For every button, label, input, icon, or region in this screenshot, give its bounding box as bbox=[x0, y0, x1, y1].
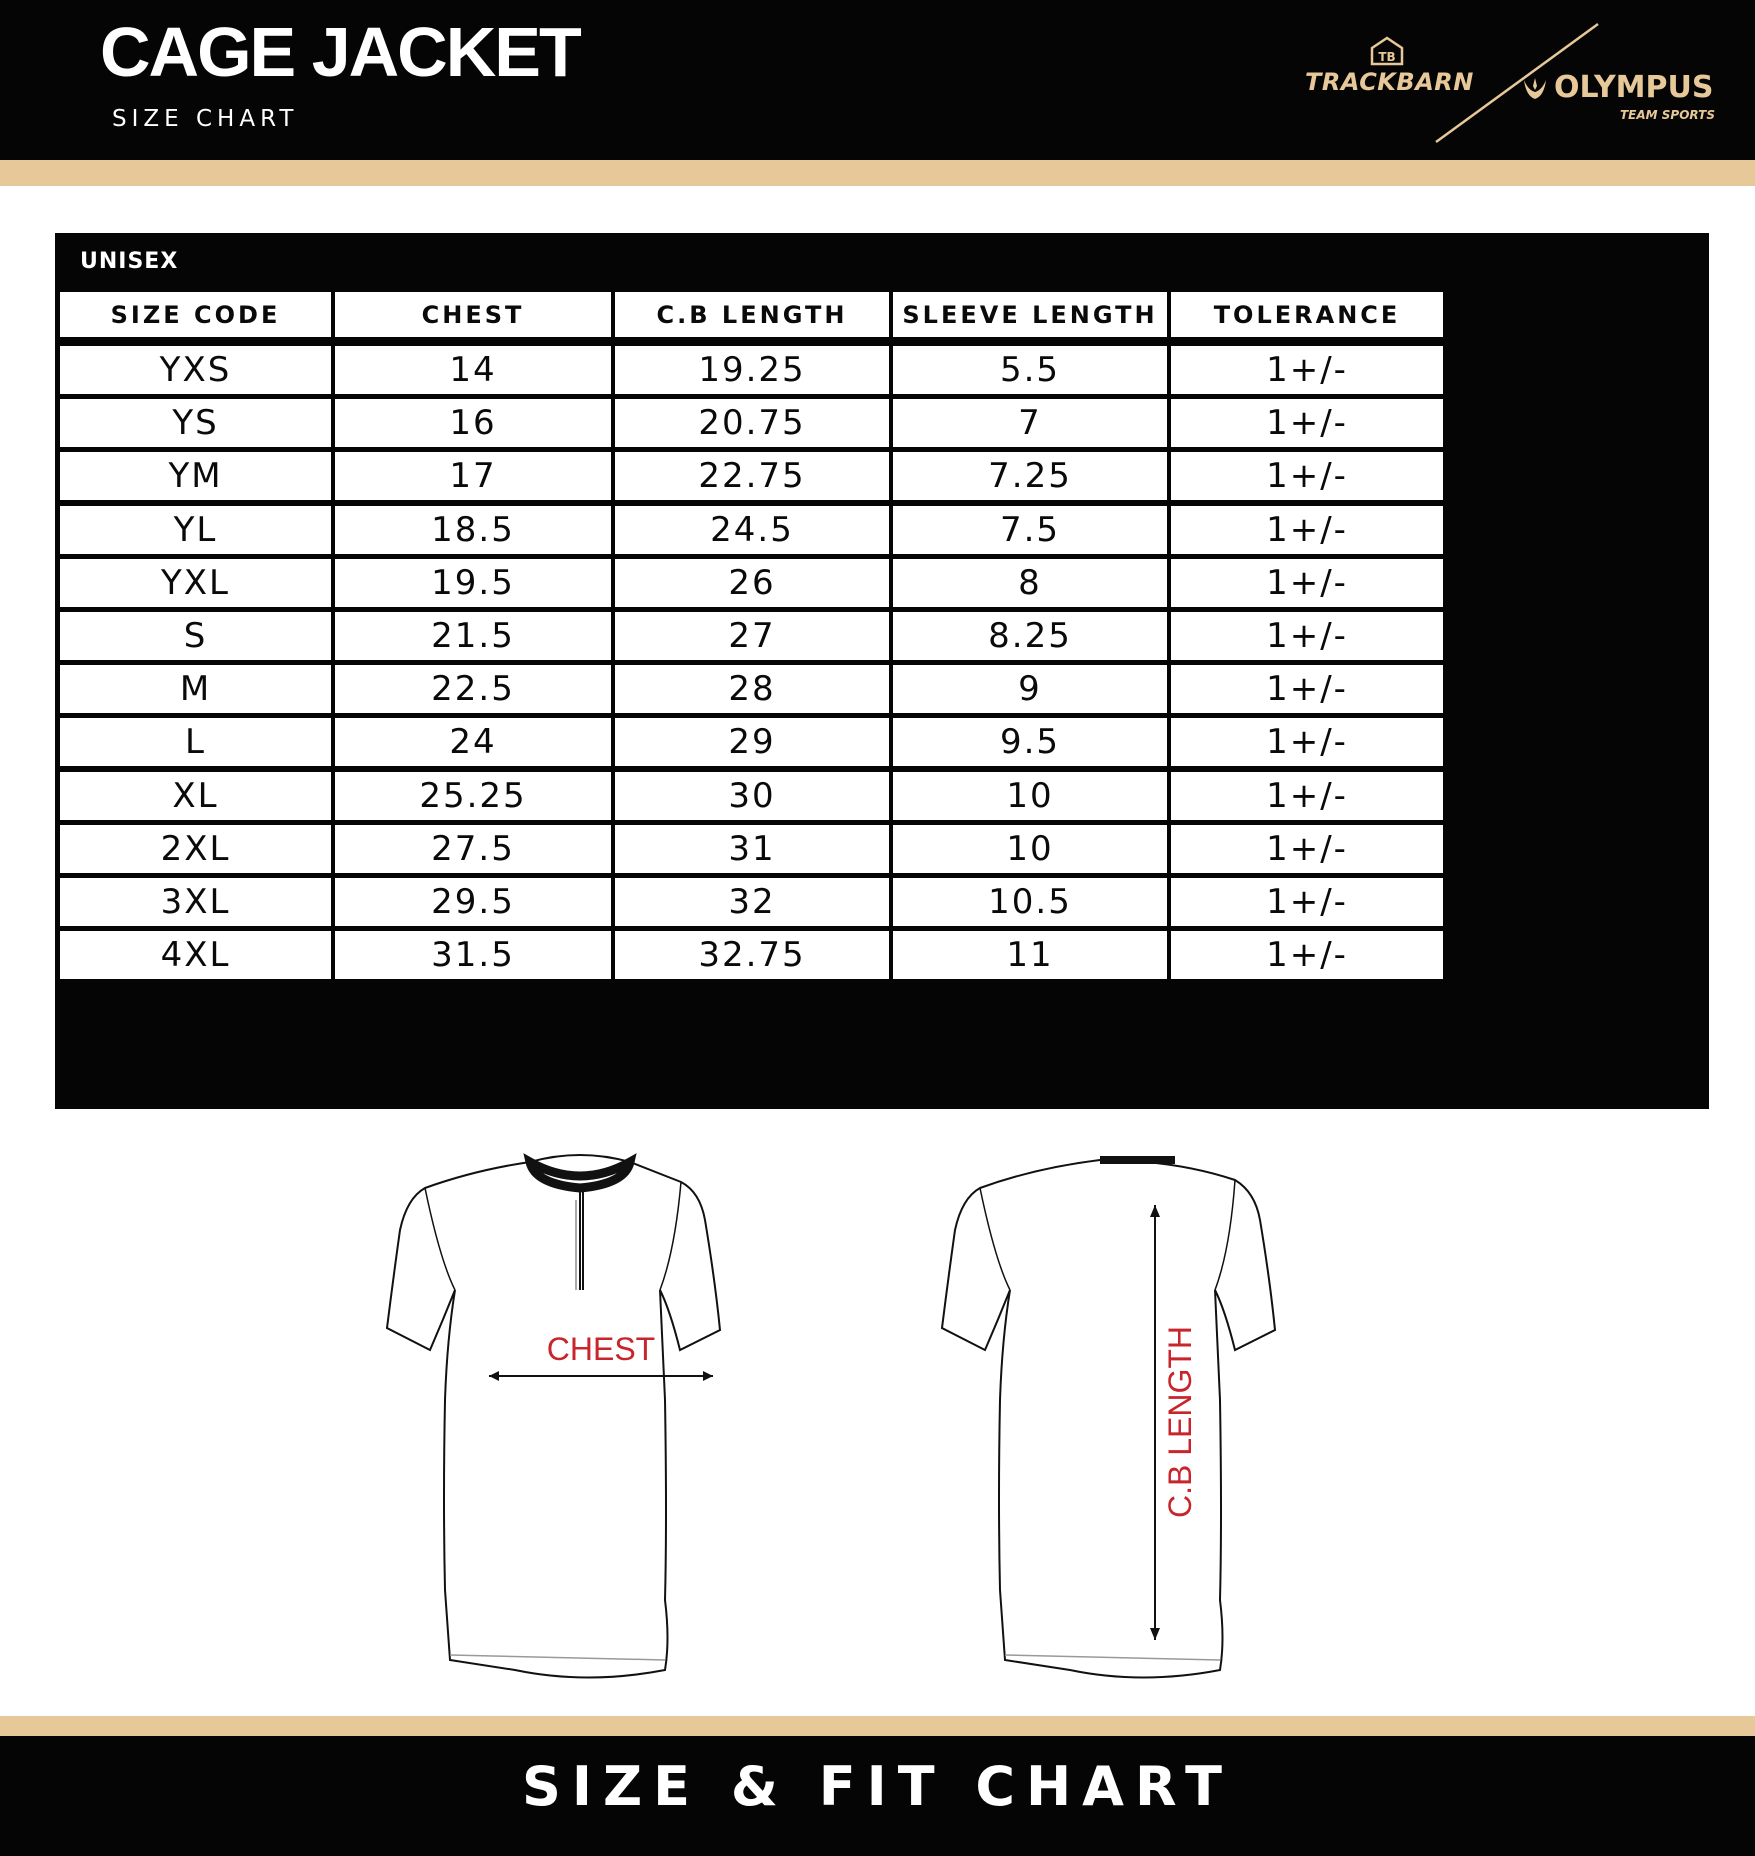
table-cell: YM bbox=[60, 452, 331, 500]
table-cell: 5.5 bbox=[893, 346, 1167, 394]
trackbarn-wordmark: TRACKBARN bbox=[1305, 68, 1474, 96]
olympus-flame-icon bbox=[1520, 76, 1550, 102]
table-cell: 1+/- bbox=[1171, 878, 1443, 926]
table-cell: 16 bbox=[335, 399, 611, 447]
size-table bbox=[55, 233, 1709, 1109]
table-cell: YXL bbox=[60, 559, 331, 607]
front-view bbox=[387, 1155, 720, 1678]
table-cell: YXS bbox=[60, 346, 331, 394]
table-cell: 11 bbox=[893, 931, 1167, 979]
table-cell: 7.25 bbox=[893, 452, 1167, 500]
chest-measure-label: CHEST bbox=[546, 1331, 656, 1367]
table-cell: 1+/- bbox=[1171, 665, 1443, 713]
column-header: SLEEVE LENGTH bbox=[893, 292, 1167, 337]
table-cell: 21.5 bbox=[335, 612, 611, 660]
table-cell: 10 bbox=[893, 772, 1167, 820]
table-cell: 20.75 bbox=[615, 399, 889, 447]
table-cell: 1+/- bbox=[1171, 559, 1443, 607]
table-cell: XL bbox=[60, 772, 331, 820]
barn-icon-text: TB bbox=[1378, 50, 1396, 64]
table-cell: 9.5 bbox=[893, 718, 1167, 766]
table-cell: 31.5 bbox=[335, 931, 611, 979]
footer-accent-stripe bbox=[0, 1716, 1755, 1736]
table-cell: 1+/- bbox=[1171, 931, 1443, 979]
table-cell: 30 bbox=[615, 772, 889, 820]
page-subtitle: SIZE CHART bbox=[112, 106, 299, 132]
table-cell: M bbox=[60, 665, 331, 713]
table-cell: 2XL bbox=[60, 825, 331, 873]
table-cell: 1+/- bbox=[1171, 612, 1443, 660]
table-cell: 1+/- bbox=[1171, 346, 1443, 394]
table-cell: 25.25 bbox=[335, 772, 611, 820]
table-cell: S bbox=[60, 612, 331, 660]
table-cell: 1+/- bbox=[1171, 506, 1443, 554]
garment-diagram bbox=[375, 1140, 1395, 1700]
table-cell: 27 bbox=[615, 612, 889, 660]
table-cell: L bbox=[60, 718, 331, 766]
table-cell: 8 bbox=[893, 559, 1167, 607]
table-cell: 1+/- bbox=[1171, 772, 1443, 820]
table-cell: 32 bbox=[615, 878, 889, 926]
table-cell: 22.5 bbox=[335, 665, 611, 713]
table-cell: YL bbox=[60, 506, 331, 554]
table-cell: 19.5 bbox=[335, 559, 611, 607]
table-section-label: UNISEX bbox=[80, 249, 179, 274]
table-cell: 28 bbox=[615, 665, 889, 713]
table-cell: 3XL bbox=[60, 878, 331, 926]
table-cell: 18.5 bbox=[335, 506, 611, 554]
back-view bbox=[942, 1160, 1275, 1678]
table-cell: 14 bbox=[335, 346, 611, 394]
column-header: SIZE CODE bbox=[60, 292, 331, 337]
table-cell: YS bbox=[60, 399, 331, 447]
table-cell: 10 bbox=[893, 825, 1167, 873]
table-cell: 22.75 bbox=[615, 452, 889, 500]
table-cell: 24.5 bbox=[615, 506, 889, 554]
table-cell: 1+/- bbox=[1171, 718, 1443, 766]
column-header: C.B LENGTH bbox=[615, 292, 889, 337]
table-cell: 19.25 bbox=[615, 346, 889, 394]
page-title: CAGE JACKET bbox=[100, 13, 580, 91]
column-header: TOLERANCE bbox=[1171, 292, 1443, 337]
table-cell: 8.25 bbox=[893, 612, 1167, 660]
table-cell: 31 bbox=[615, 825, 889, 873]
column-header: CHEST bbox=[335, 292, 611, 337]
table-cell: 32.75 bbox=[615, 931, 889, 979]
barn-icon bbox=[1369, 36, 1405, 66]
table-cell: 1+/- bbox=[1171, 399, 1443, 447]
header-accent-stripe bbox=[0, 160, 1755, 186]
table-cell: 29.5 bbox=[335, 878, 611, 926]
table-cell: 1+/- bbox=[1171, 825, 1443, 873]
table-cell: 4XL bbox=[60, 931, 331, 979]
table-cell: 7 bbox=[893, 399, 1167, 447]
table-cell: 1+/- bbox=[1171, 452, 1443, 500]
table-cell: 7.5 bbox=[893, 506, 1167, 554]
cb-length-measure-label: C.B LENGTH bbox=[1162, 1325, 1198, 1519]
olympus-logo bbox=[1520, 72, 1720, 132]
table-cell: 29 bbox=[615, 718, 889, 766]
table-cell: 10.5 bbox=[893, 878, 1167, 926]
table-cell: 24 bbox=[335, 718, 611, 766]
table-cell: 9 bbox=[893, 665, 1167, 713]
olympus-tagline: TEAM SPORTS bbox=[1620, 108, 1715, 122]
table-cell: 27.5 bbox=[335, 825, 611, 873]
olympus-wordmark: OLYMPUS bbox=[1554, 70, 1714, 105]
table-cell: 26 bbox=[615, 559, 889, 607]
table-cell: 17 bbox=[335, 452, 611, 500]
footer-title: SIZE & FIT CHART bbox=[522, 1754, 1233, 1818]
